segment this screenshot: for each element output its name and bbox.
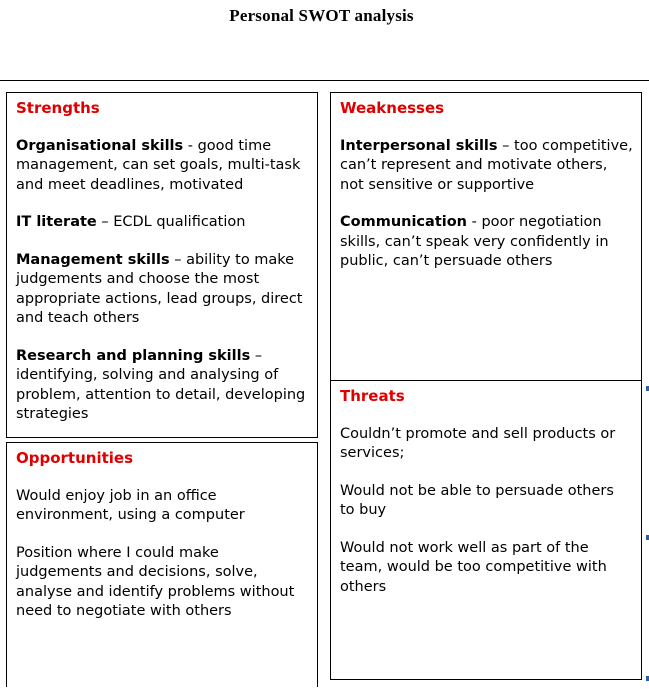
title-divider [0,80,649,81]
weakness-label: Interpersonal skills [340,137,498,154]
strengths-box [6,92,318,438]
weakness-item [340,213,633,272]
opportunities-box [6,442,318,687]
opportunity-item: Would enjoy job in an office environment, using a computer [16,487,245,523]
weakness-text: - poor negotiation skills, can’t speak very confidently in public, can’t persuade others [340,214,609,269]
strengths-heading: Strengths [16,99,100,117]
weakness-text: – too competitive, can’t represent and motivate others, not sensitive or supportive [340,137,633,193]
strength-label: Research and planning skills [16,347,251,364]
opportunities-heading: Opportunities [16,449,134,467]
strength-label: Management skills [16,251,170,268]
strength-item [16,347,309,425]
weaknesses-heading: Weaknesses [340,99,445,117]
threats-box [330,380,642,680]
strength-label: Organisational skills [16,137,184,154]
strength-item [16,251,309,329]
strength-text: - good time management, can set goals, multi-task and meet deadlines, motivated [16,137,301,193]
opportunity-item: Position where I could make judgements and decisions, solve, analyse and identify problems without need to negotiate with others [16,544,295,619]
weaknesses-box [330,92,642,381]
strength-text: – ECDL qualification [96,214,246,230]
strength-label: IT literate [16,214,97,230]
strength-item [16,137,309,196]
strength-text: – identifying, solving and analysing of problem, attention to detail, developing strategies [16,347,306,422]
threat-item: Couldn’t promote and sell products or services; [340,425,616,461]
page-title: Personal SWOT analysis [229,6,414,25]
strength-item [16,213,309,233]
threat-item: Would not work well as part of the team, would be too competitive with others [340,539,607,595]
weakness-label: Communication [340,214,468,230]
strength-text: – ability to make judgements and choose the most appropriate actions, lead groups, direct and teach others [16,251,303,326]
threat-item: Would not be able to persuade others to buy [340,482,614,518]
weakness-item [340,137,633,196]
threats-heading: Threats [340,387,405,405]
